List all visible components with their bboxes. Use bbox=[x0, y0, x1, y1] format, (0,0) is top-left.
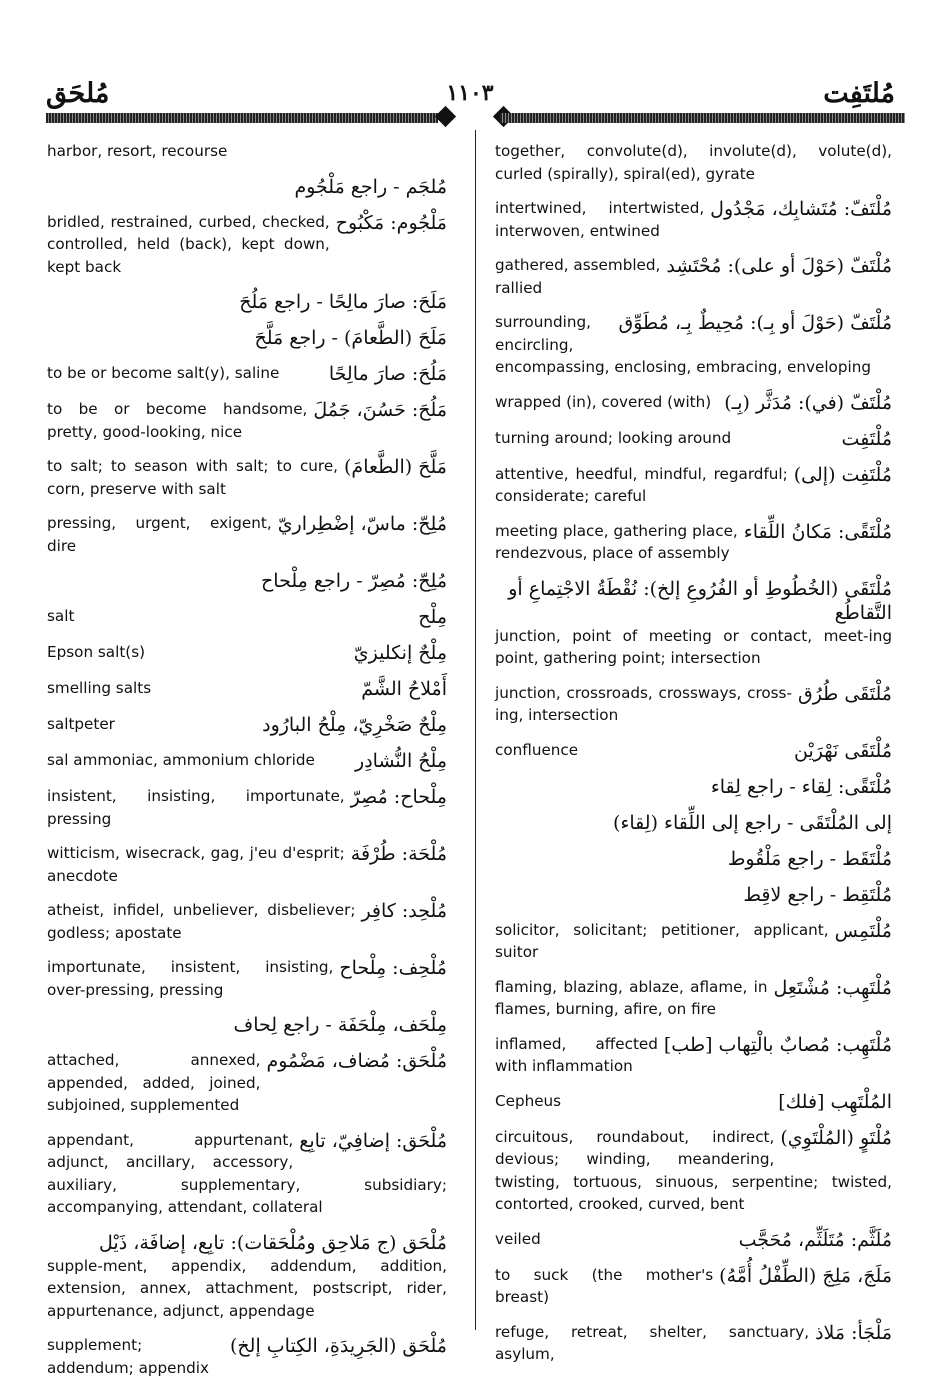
english-definition: harbor, resort, recourse bbox=[47, 142, 228, 160]
dictionary-entry bbox=[47, 1049, 447, 1117]
english-definition: to suck (the mother's breast) bbox=[495, 1265, 714, 1306]
dictionary-entry bbox=[495, 811, 892, 835]
arabic-headword: مُلْتَفّ: مُتَشابِك، مَجْدُول bbox=[710, 198, 892, 220]
arabic-headword: مُلْحَة: طُرْفَة bbox=[350, 843, 447, 865]
arabic-headword: مَلُحَ: حَسُنَ، جَمُلَ bbox=[313, 399, 447, 421]
arabic-headword: مَلَّحَ (الطَّعامَ) bbox=[344, 456, 447, 478]
arabic-headword: مُلْتَهِب: مُشْتَعِل bbox=[773, 976, 892, 999]
arabic-headword: مُلْتَمِس bbox=[834, 919, 892, 942]
dictionary-entry bbox=[47, 677, 447, 701]
english-definition: inflamed, affected with inflammation bbox=[495, 1034, 658, 1075]
dictionary-entry bbox=[495, 427, 892, 451]
english-definition: supple-ment, appendix, addendum, addition, extension, annex, attachment, postscript, rider, appurtenance, adjunct, appendage bbox=[47, 1256, 447, 1320]
dictionary-entry bbox=[495, 520, 892, 565]
english-definition: veiled bbox=[495, 1229, 541, 1248]
arabic-headword: مِلْحاح: مُصِرّ bbox=[350, 786, 447, 808]
english-definition: together, convolute(d), involute(d), volute(d), curled (spirally), spiral(ed), gyrate bbox=[495, 142, 892, 183]
dictionary-entry bbox=[495, 391, 892, 415]
english-definition: Epson salt(s) bbox=[47, 643, 146, 661]
english-definition: insistent, insisting, importunate, pressing bbox=[47, 787, 345, 828]
dictionary-entry bbox=[495, 1126, 892, 1216]
english-definition: attentive, heedful, mindful, regardful; considerate; careful bbox=[495, 464, 788, 505]
dictionary-entry bbox=[495, 197, 892, 242]
dictionary-entry bbox=[47, 290, 447, 314]
arabic-headword: مُلْتَفّ (حَوْلَ أو على): مُحْتَشِد bbox=[666, 255, 892, 277]
dictionary-entry bbox=[495, 1090, 892, 1114]
arabic-headword: مُلْتَفِت bbox=[841, 427, 892, 450]
dictionary-entry bbox=[495, 919, 892, 964]
arabic-headword: مُلْتَقَى نَهْرَيْن bbox=[794, 739, 892, 762]
arabic-headword: مُلْحَق (الجَرِيدَةِ، الكِتابِ إلخ) bbox=[230, 1335, 447, 1357]
english-definition: surrounding, encircling, encompassing, enclosing, embracing, enveloping bbox=[495, 313, 871, 376]
arabic-headword: مِلْح bbox=[418, 606, 447, 628]
header-rule-right bbox=[500, 113, 905, 123]
dictionary-entry bbox=[47, 641, 447, 665]
page-number: ١١٠٣ bbox=[446, 80, 494, 106]
dictionary-entry bbox=[47, 455, 447, 500]
english-definition: intertwined, intertwisted, interwoven, entwined bbox=[495, 199, 705, 240]
english-definition: gathered, assembled, rallied bbox=[495, 256, 661, 297]
english-definition: sal ammoniac, ammonium chloride bbox=[47, 751, 315, 769]
arabic-headword: مُلْتَقَى طُرُق bbox=[797, 682, 892, 705]
english-definition: witticism, wisecrack, gag, j'eu d'esprit; anecdote bbox=[47, 844, 345, 885]
header-left-word: مُلحَق bbox=[46, 78, 110, 109]
arabic-headword: مُلْتَقًى: مَكانُ اللِّقاء bbox=[743, 520, 892, 543]
dictionary-entry bbox=[495, 1321, 892, 1366]
arabic-headword: مُلِحّ: ماسّ، إضْطِراريّ bbox=[277, 513, 447, 535]
english-definition: turning around; looking around bbox=[495, 428, 732, 447]
dictionary-entry bbox=[47, 956, 447, 1001]
arabic-headword: مُلْحَق (ج مَلاحِق ومُلْحَقات): تابِع، إضافَة، ذَيْل bbox=[99, 1231, 447, 1254]
dictionary-entry bbox=[495, 1033, 892, 1078]
english-definition: flaming, blazing, ablaze, aflame, in flames, burning, afire, on fire bbox=[495, 977, 768, 1018]
arabic-headword: مُلْتَفِت (إلى) bbox=[793, 463, 892, 486]
dictionary-entry bbox=[495, 1228, 892, 1252]
dictionary-entry bbox=[47, 749, 447, 773]
dictionary-entry bbox=[495, 463, 892, 508]
english-definition: junction, point of meeting or contact, meet-ing point, gathering point; intersection bbox=[495, 626, 892, 667]
english-definition: confluence bbox=[495, 740, 579, 759]
english-definition: supplement; addendum; appendix bbox=[47, 1336, 209, 1377]
arabic-headword: مُلْتَفّ (في): مُدَثَّر (بِـ) bbox=[724, 391, 892, 414]
english-definition: attached, annexed, appended, added, joined, subjoined, supplemented bbox=[47, 1051, 261, 1114]
dictionary-entry bbox=[495, 577, 892, 670]
dictionary-entry bbox=[495, 976, 892, 1021]
english-definition: circuitous, roundabout, indirect, devious; winding, meandering, twisting, tortuous, sinuous, serpentine; twisted, contorted, crooked, curved, bent bbox=[495, 1127, 892, 1213]
english-definition: salt bbox=[47, 607, 75, 625]
dictionary-entry bbox=[47, 605, 447, 629]
dictionary-entry bbox=[495, 739, 892, 763]
arabic-headword: مُلِحّ: مُصِرّ - راجع مِلْحاح bbox=[261, 570, 447, 592]
arabic-headword: إلى المُلْتَقَى - راجع إلى اللِّقاء (لِقاء) bbox=[613, 811, 892, 834]
english-definition: to be or become salt(y), saline bbox=[47, 364, 280, 382]
english-definition: Cepheus bbox=[495, 1091, 562, 1110]
arabic-headword: المُلْتَهِب [فلك] bbox=[778, 1090, 892, 1113]
right-column bbox=[495, 140, 892, 1378]
dictionary-entry bbox=[495, 311, 892, 379]
dictionary-entry bbox=[47, 211, 447, 279]
arabic-headword: مِلْحٌ إنكليزيّ bbox=[353, 642, 447, 664]
arabic-headword: مَلَحَ (الطَّعامَ) - راجع مَلَّحَ bbox=[254, 327, 447, 349]
arabic-headword: مَلَحَ: صارَ مالِحًا - راجع مَلُحَ bbox=[239, 291, 447, 313]
dictionary-entry bbox=[47, 569, 447, 593]
dictionary-entry bbox=[495, 883, 892, 907]
dictionary-entry bbox=[47, 175, 447, 199]
english-definition: atheist, infidel, unbeliever, disbeliever; godless; apostate bbox=[47, 901, 356, 942]
english-definition: pressing, urgent, exigent, dire bbox=[47, 514, 272, 555]
dictionary-entry bbox=[47, 326, 447, 350]
dictionary-entry bbox=[47, 398, 447, 443]
english-definition: solicitor, solicitant; petitioner, applicant, suitor bbox=[495, 920, 829, 961]
english-definition: bridled, restrained, curbed, checked, controlled, held (back), kept down, kept back bbox=[47, 212, 330, 276]
column-divider bbox=[475, 130, 476, 1330]
english-definition: importunate, insistent, insisting, over-pressing, pressing bbox=[47, 958, 334, 999]
header-rule-left bbox=[46, 113, 438, 123]
dictionary-entry bbox=[495, 140, 892, 185]
english-definition: saltpeter bbox=[47, 715, 115, 733]
arabic-headword: مُلْحَق: مُضاف، مَضْمُوم bbox=[266, 1050, 447, 1072]
dictionary-entry bbox=[47, 362, 447, 386]
arabic-headword: مُلْتَهِب: مُصابٌ بالْتِهاب [طب] bbox=[663, 1033, 892, 1056]
arabic-headword: مَلْجُوم: مَكْبُوح bbox=[335, 211, 447, 234]
arabic-headword: مُلْتَقَط - راجع مَلْقُوط bbox=[727, 847, 892, 870]
dictionary-entry bbox=[47, 899, 447, 944]
arabic-headword: مُلجَم - راجع مَلْجُوم bbox=[294, 175, 447, 198]
dictionary-entry bbox=[47, 1013, 447, 1037]
arabic-headword: مُلْتَقَى (الخُطُوطِ أو الفُرُوعِ إلخ): نُقْطَةُ الاجْتِماعِ أو التَّقاطُع bbox=[508, 577, 892, 624]
dictionary-entry bbox=[47, 842, 447, 887]
dictionary-entry bbox=[47, 1334, 447, 1379]
english-definition: appendant, appurtenant, adjunct, ancillary, accessory, auxiliary, supplementary, subsidiary; accompanying, attendant, collateral bbox=[47, 1130, 447, 1216]
dictionary-entry bbox=[495, 254, 892, 299]
left-column bbox=[47, 140, 447, 1391]
english-definition: wrapped (in), covered (with) bbox=[495, 392, 712, 411]
arabic-headword: مُلْتَقِط - راجع لاقِط bbox=[743, 883, 892, 906]
arabic-headword: مُلْتَفّ (حَوْلَ أو بِـ): مُحِيطٌ بِـ، مُطَوِّق bbox=[618, 312, 892, 334]
dictionary-entry bbox=[495, 847, 892, 871]
dictionary-entry bbox=[47, 785, 447, 830]
header-right-word: مُلتَفِت bbox=[823, 78, 895, 109]
dictionary-entry bbox=[495, 775, 892, 799]
arabic-headword: مُلْحِد: كافِر bbox=[361, 900, 447, 922]
english-definition: to be or become handsome, pretty, good-looking, nice bbox=[47, 400, 308, 441]
arabic-headword: أَمْلاحُ الشَّمّ bbox=[361, 678, 447, 700]
diamond-ornament-left bbox=[435, 106, 456, 127]
arabic-headword: مُلْتَوٍ (المُلْتَوِي) bbox=[780, 1126, 892, 1149]
dictionary-entry bbox=[47, 1231, 447, 1323]
dictionary-entry bbox=[47, 140, 447, 163]
arabic-headword: مُلَثَّم: مُتَلَثِّم، مُحَجَّب bbox=[738, 1228, 892, 1251]
arabic-headword: مِلْحُ النُّشادِر bbox=[355, 750, 447, 772]
english-definition: meeting place, gathering place, rendezvous, place of assembly bbox=[495, 521, 738, 562]
dictionary-entry bbox=[47, 512, 447, 557]
dictionary-entry bbox=[47, 713, 447, 737]
arabic-headword: مَلُحَ: صارَ مالِحًا bbox=[328, 363, 447, 385]
english-definition: to salt; to season with salt; to cure, corn, preserve with salt bbox=[47, 457, 339, 498]
arabic-headword: مُلْحِف: مِلْحاح bbox=[339, 957, 447, 979]
arabic-headword: مِلْحَف، مِلْحَفَة - راجع لِحاف bbox=[233, 1014, 447, 1036]
arabic-headword: مَلَجَ، مَلِجَ (الطِّفْلُ أُمَّهُ) bbox=[719, 1264, 892, 1287]
english-definition: refuge, retreat, shelter, sanctuary, asylum, bbox=[495, 1322, 810, 1363]
arabic-headword: مُلْحَق: إضافِيّ، تابِع bbox=[299, 1129, 447, 1152]
arabic-headword: مَلْجَأ: مَلاذ bbox=[815, 1321, 892, 1344]
dictionary-entry bbox=[495, 1264, 892, 1309]
arabic-headword: مِلْحٌ صَخْرِيّ، مِلْحُ البارُود bbox=[262, 714, 447, 736]
english-definition: junction, crossroads, crossways, cross-ing, intersection bbox=[495, 683, 792, 724]
dictionary-entry bbox=[47, 1129, 447, 1219]
dictionary-entry bbox=[495, 682, 892, 727]
english-definition: smelling salts bbox=[47, 679, 152, 697]
arabic-headword: مُلْتَقًى: لِقاء - راجع لِقاء bbox=[710, 775, 892, 798]
